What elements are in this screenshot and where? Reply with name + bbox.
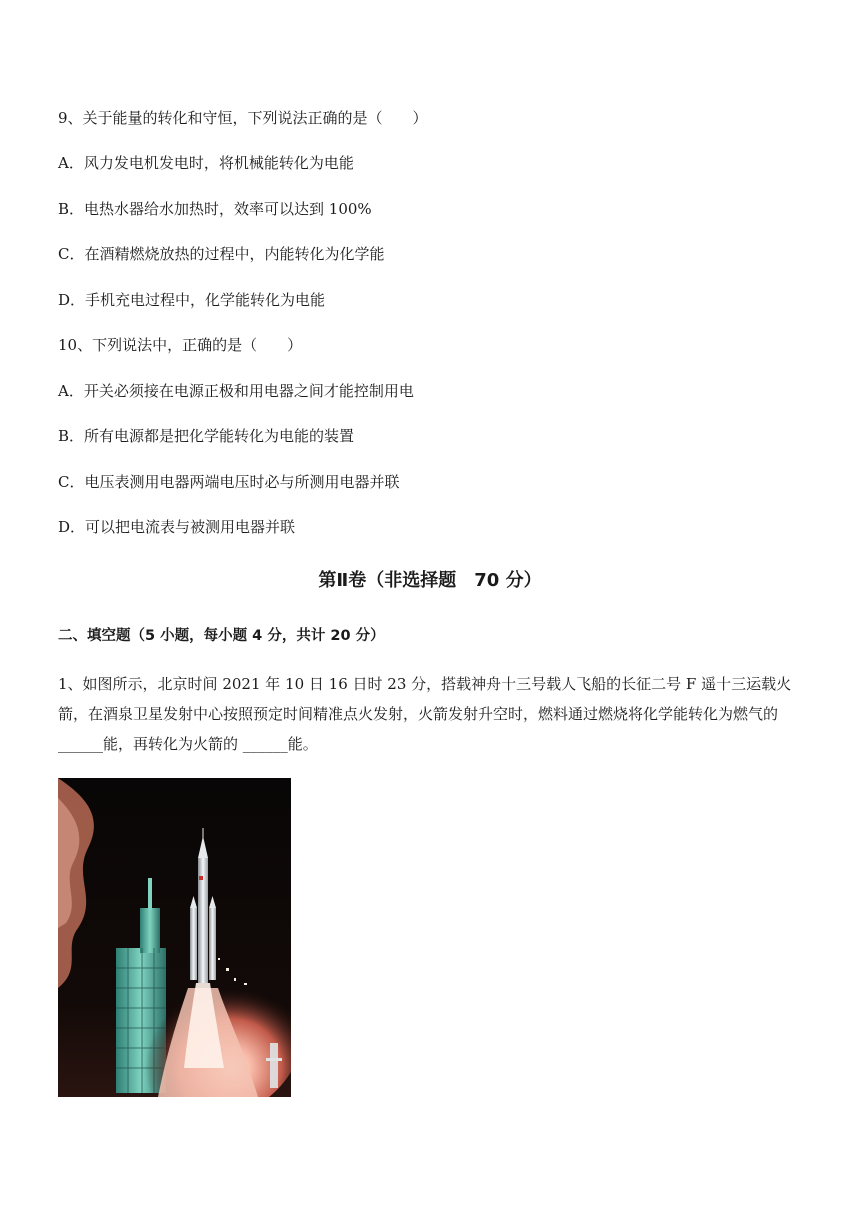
section-2-title: 第Ⅱ卷（非选择题 70 分） [318,570,542,591]
question-9-stem: 9、关于能量的转化和守恒，下列说法正确的是（ ） [58,109,428,127]
question-10-option-d: D．可以把电流表与被测用电器并联 [58,518,296,536]
question-10-stem: 10、下列说法中，正确的是（ ） [58,336,303,354]
fill-question-1-text: 1、如图所示，北京时间 2021 年 10 日 16 日时 23 分，搭载神舟十三号载人飞船的长征二号 F 遥十三运载火箭，在酒泉卫星发射中心按照预定时间精准点火发射，火箭发射升空时，燃料通过燃烧将化学能转化为燃气的 ______能，再转化为火箭的 ______能。 [58,675,792,753]
question-10-option-b: B．所有电源都是把化学能转化为电能的装置 [58,427,355,445]
fill-in-section-heading: 二、填空题（5 小题，每小题 4 分，共计 20 分） [58,628,385,644]
question-10-option-a: A．开关必须接在电源正极和用电器之间才能控制用电 [58,382,414,400]
rocket-launch-photo [58,778,291,1097]
question-9-option-d: D．手机充电过程中，化学能转化为电能 [58,291,326,309]
question-10-option-c: C．电压表测用电器两端电压时必与所测用电器并联 [58,473,400,491]
question-9-option-a: A．风力发电机发电时，将机械能转化为电能 [58,154,354,172]
question-9-option-c: C．在酒精燃烧放热的过程中，内能转化为化学能 [58,245,385,263]
question-9-option-b: B．电热水器给水加热时，效率可以达到 100% [58,200,372,218]
